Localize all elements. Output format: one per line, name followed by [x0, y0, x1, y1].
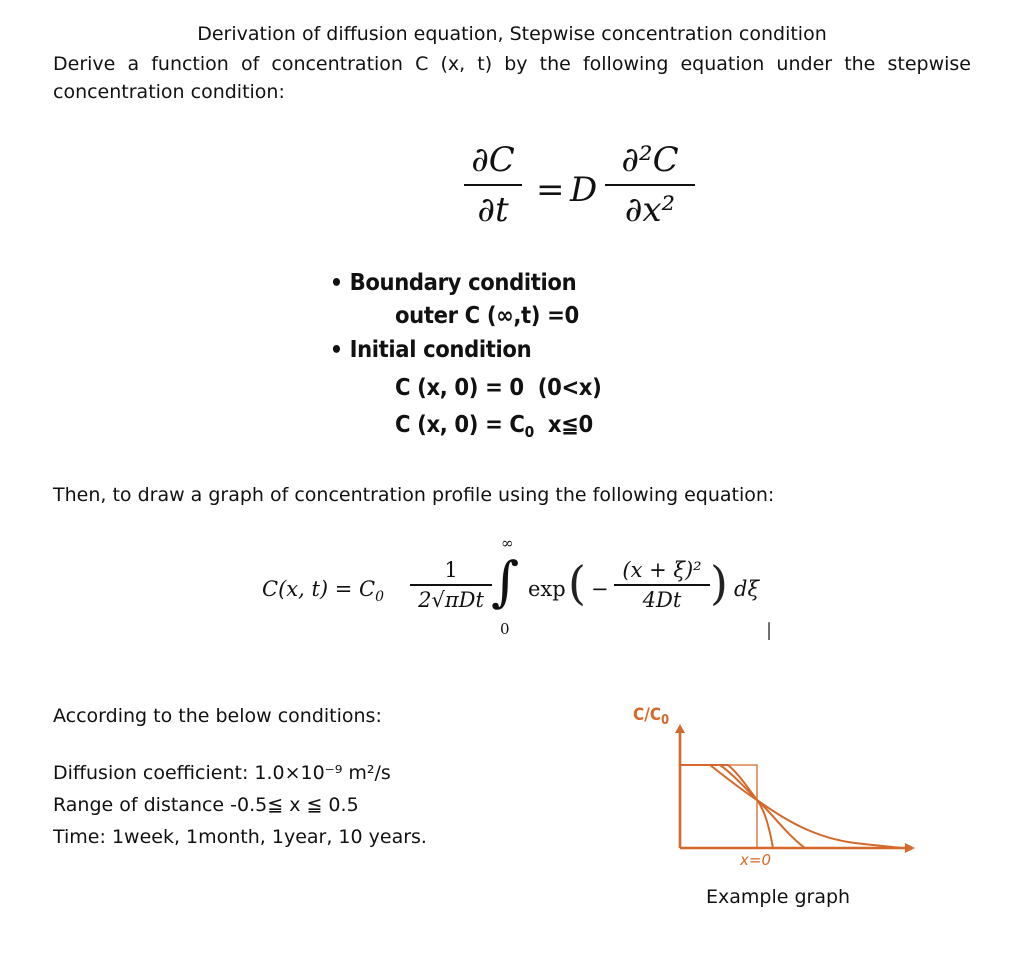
- x-axis-origin-label: x=0: [740, 851, 771, 869]
- x-axis-arrow-icon: [905, 843, 915, 853]
- prefactor-fraction: [410, 558, 492, 612]
- boundary-outer-condition: outer C (∞,t) =0: [395, 303, 579, 329]
- initial-condition-1: C (x, 0) = 0 (0<x): [395, 375, 602, 401]
- rhs-fraction-bar: [605, 184, 695, 186]
- y-axis-arrow-icon: [675, 724, 685, 733]
- diffusion-coefficient-param: Diffusion coefficient: 1.0×10⁻⁹ m²/s: [53, 762, 391, 784]
- solution-lhs-subscript: 0: [375, 589, 385, 605]
- initial-step-profile: [680, 765, 757, 848]
- example-graph-caption: Example graph: [706, 886, 851, 908]
- prefactor-numerator: 1: [444, 558, 458, 582]
- initial-condition-2-lhs: C (x, 0) = C: [395, 412, 525, 438]
- initial-condition-heading: Initial condition: [349, 337, 532, 363]
- y-axis-label-subscript: 0: [661, 713, 670, 728]
- diffusion-coefficient-symbol: D: [570, 170, 598, 210]
- intro-line-2: concentration condition:: [53, 81, 285, 103]
- d-xi: dξ: [734, 577, 760, 601]
- exp-function: exp: [528, 577, 566, 601]
- left-paren: (: [568, 556, 586, 610]
- time-param: Time: 1week, 1month, 1year, 10 years.: [53, 826, 427, 848]
- profile-curve-2: [680, 765, 805, 848]
- exponent-fraction: [614, 558, 710, 612]
- example-graph: [630, 703, 930, 913]
- diffusion-equation: [420, 140, 720, 250]
- exponent-denominator: 4Dt: [642, 587, 682, 612]
- lhs-numerator: ∂C: [471, 140, 515, 180]
- rhs-fraction: [605, 140, 695, 230]
- minus-sign: −: [591, 577, 609, 601]
- example-graph-plot: [630, 703, 930, 873]
- initial-condition-item: [330, 335, 531, 366]
- solution-lhs: [262, 577, 384, 605]
- graph-intro-text: Then, to draw a graph of concentration profile using the following equation:: [53, 484, 775, 506]
- prefactor-fraction-bar: [410, 584, 492, 586]
- lhs-fraction-bar: [464, 184, 522, 186]
- bullet-icon: •: [330, 338, 343, 363]
- boundary-condition-heading: Boundary condition: [349, 270, 577, 296]
- exponent-fraction-bar: [614, 584, 710, 586]
- integral-sign: ∫: [491, 550, 520, 613]
- distance-range-param: Range of distance -0.5≦ x ≦ 0.5: [53, 794, 359, 816]
- conditions-intro: According to the below conditions:: [53, 705, 382, 727]
- boundary-condition-item: [330, 268, 576, 299]
- text-cursor: |: [766, 620, 773, 641]
- integral-upper-limit: ∞: [501, 534, 514, 552]
- equals-sign: =: [536, 170, 565, 210]
- solution-lhs-text: C(x, t) = C: [262, 577, 376, 601]
- initial-condition-2-subscript: 0: [524, 423, 534, 441]
- rhs-numerator: ∂²C: [621, 140, 679, 180]
- prefactor-denominator: 2√πDt: [418, 587, 484, 612]
- lhs-denominator: ∂t: [477, 190, 509, 230]
- solution-equation: [262, 534, 802, 650]
- intro-line-1: Derive a function of concentration C (x, t) by the following equation under the stepwise: [53, 53, 971, 75]
- right-paren: ): [710, 556, 728, 610]
- integral-lower-limit: 0: [500, 620, 510, 638]
- rhs-denominator: ∂x²: [624, 190, 676, 230]
- exponent-numerator: (x + ξ)²: [622, 558, 702, 582]
- initial-condition-2-range: x≦0: [533, 412, 593, 438]
- document-title: Derivation of diffusion equation, Stepwise concentration condition: [197, 23, 827, 45]
- lhs-fraction: [464, 140, 522, 230]
- bullet-icon: •: [330, 271, 343, 296]
- initial-condition-2: [395, 410, 593, 447]
- y-axis-label-text: C/C: [633, 705, 662, 725]
